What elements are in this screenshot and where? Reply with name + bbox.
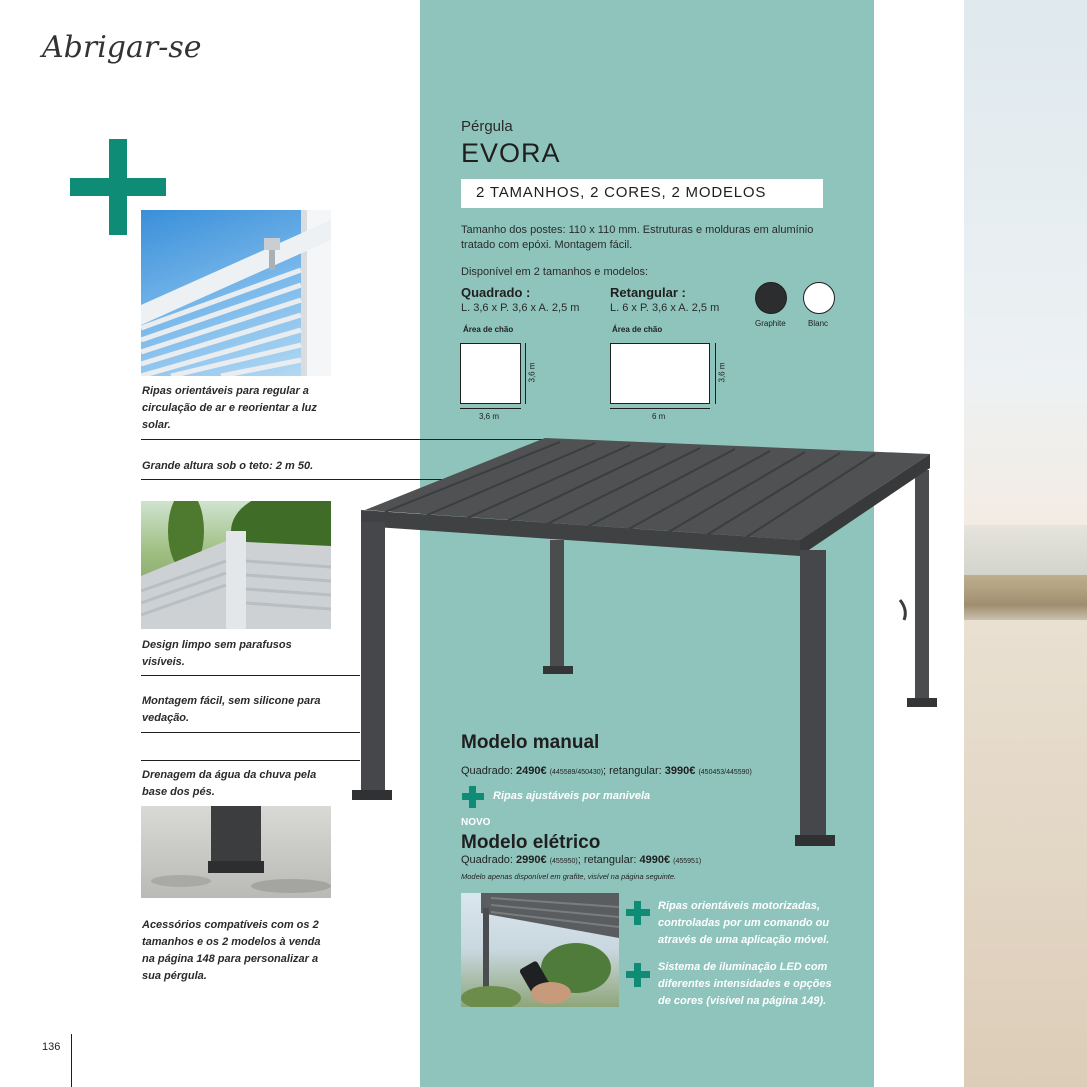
- caption-drainage: Drenagem da água da chuva pela base dos pés.: [142, 769, 317, 798]
- price-rect: 3990€: [664, 765, 696, 777]
- size-rect-diagram: [610, 343, 710, 404]
- price-rect: 4990€: [639, 854, 671, 866]
- availability-text: Disponível em 2 tamanhos e modelos:: [461, 266, 649, 278]
- size-square-width: 3,6 m: [479, 412, 500, 421]
- ref-rect: (450453/445590): [698, 769, 752, 776]
- page-divider: [71, 1034, 72, 1087]
- size-rect-name: Retangular :: [610, 285, 686, 300]
- manual-model-feature: Ripas ajustáveis por manivela: [493, 790, 651, 802]
- beach-vegetation: [964, 575, 1087, 625]
- louvre-detail-photo: [141, 210, 331, 376]
- color-label-graphite: Graphite: [755, 319, 786, 328]
- size-square-depth: 3,6 m: [527, 362, 537, 383]
- banner-text: 2 TAMANHOS, 2 CORES, 2 MODELOS: [476, 184, 767, 201]
- caption-accessories: Acessórios compatíveis com os 2 tamanhos e os 2 modelos à venda na página 148 para personalizar a sua pérgula.: [142, 919, 321, 982]
- callout-line: [141, 760, 360, 761]
- plus-icon-horizontal: [70, 178, 166, 196]
- price-label: ; retangular:: [603, 765, 665, 777]
- ref-square: (455950): [549, 858, 578, 865]
- color-label-blanc: Blanc: [808, 319, 829, 328]
- plus-icon: [626, 909, 650, 916]
- color-swatch-blanc: [803, 282, 835, 314]
- plus-icon: [626, 971, 650, 978]
- electric-model-title: Modelo elétrico: [461, 832, 601, 853]
- clean-design-photo: [141, 501, 331, 629]
- remote-control-photo: [461, 893, 619, 1007]
- color-swatch-graphite: [755, 282, 787, 314]
- product-banner: [461, 179, 823, 208]
- size-square-area-label: Área de chão: [463, 325, 514, 334]
- manual-model-prices: [461, 765, 752, 777]
- caption-assembly: Montagem fácil, sem silicone para vedação.: [142, 695, 321, 724]
- price-square: 2990€: [516, 854, 547, 866]
- price-label: Quadrado:: [461, 854, 517, 866]
- dimension-line: [715, 343, 716, 404]
- caption-height: Grande altura sob o teto: 2 m 50.: [142, 460, 314, 472]
- size-square-name: Quadrado :: [461, 285, 531, 300]
- manual-model-title: Modelo manual: [461, 732, 600, 753]
- size-square-diagram: [460, 343, 521, 404]
- plus-icon: [462, 793, 484, 800]
- electric-feature-led: Sistema de iluminação LED com diferentes intensidades e opções de cores (visível na página 149).: [658, 961, 832, 1007]
- price-label: ; retangular:: [577, 854, 640, 866]
- electric-feature-motorized: Ripas orientáveis motorizadas, controladas por um comando ou através de uma aplicação móvel.: [658, 900, 830, 946]
- caption-louvres: Ripas orientáveis para regular a circulação de ar e reorientar a luz solar.: [142, 385, 317, 431]
- caption-design: Design limpo sem parafusos visíveis.: [142, 639, 292, 668]
- price-square: 2490€: [516, 765, 547, 777]
- dimension-line: [610, 408, 710, 409]
- callout-line: [141, 675, 360, 676]
- electric-model-note: Modelo apenas disponível em grafite, visível na página seguinte.: [461, 872, 677, 881]
- product-title: EVORA: [461, 138, 561, 168]
- section-title: Abrigar-se: [42, 30, 202, 65]
- size-rect-depth: 3,6 m: [717, 362, 727, 383]
- product-description: Tamanho dos postes: 110 x 110 mm. Estruturas e molduras em alumínio tratado com epóxi. Montagem fácil.: [461, 224, 814, 251]
- ref-square: (445589/450430): [549, 769, 604, 776]
- post-base-photo: [141, 806, 331, 898]
- product-kicker: Pérgula: [461, 118, 513, 135]
- size-rect-dims: L. 6 x P. 3,6 x A. 2,5 m: [610, 302, 720, 314]
- beach-deck: [964, 620, 1087, 1087]
- price-label: Quadrado:: [461, 765, 517, 777]
- size-rect-width: 6 m: [652, 412, 666, 421]
- dimension-line: [525, 343, 526, 404]
- size-square-dims: L. 3,6 x P. 3,6 x A. 2,5 m: [461, 302, 580, 314]
- page-number: 136: [42, 1041, 61, 1053]
- electric-model-prices: [461, 854, 701, 866]
- ref-rect: (455951): [673, 858, 702, 865]
- new-badge: NOVO: [461, 817, 491, 828]
- size-rect-area-label: Área de chão: [612, 325, 663, 334]
- dimension-line: [460, 408, 521, 409]
- callout-line: [141, 732, 360, 733]
